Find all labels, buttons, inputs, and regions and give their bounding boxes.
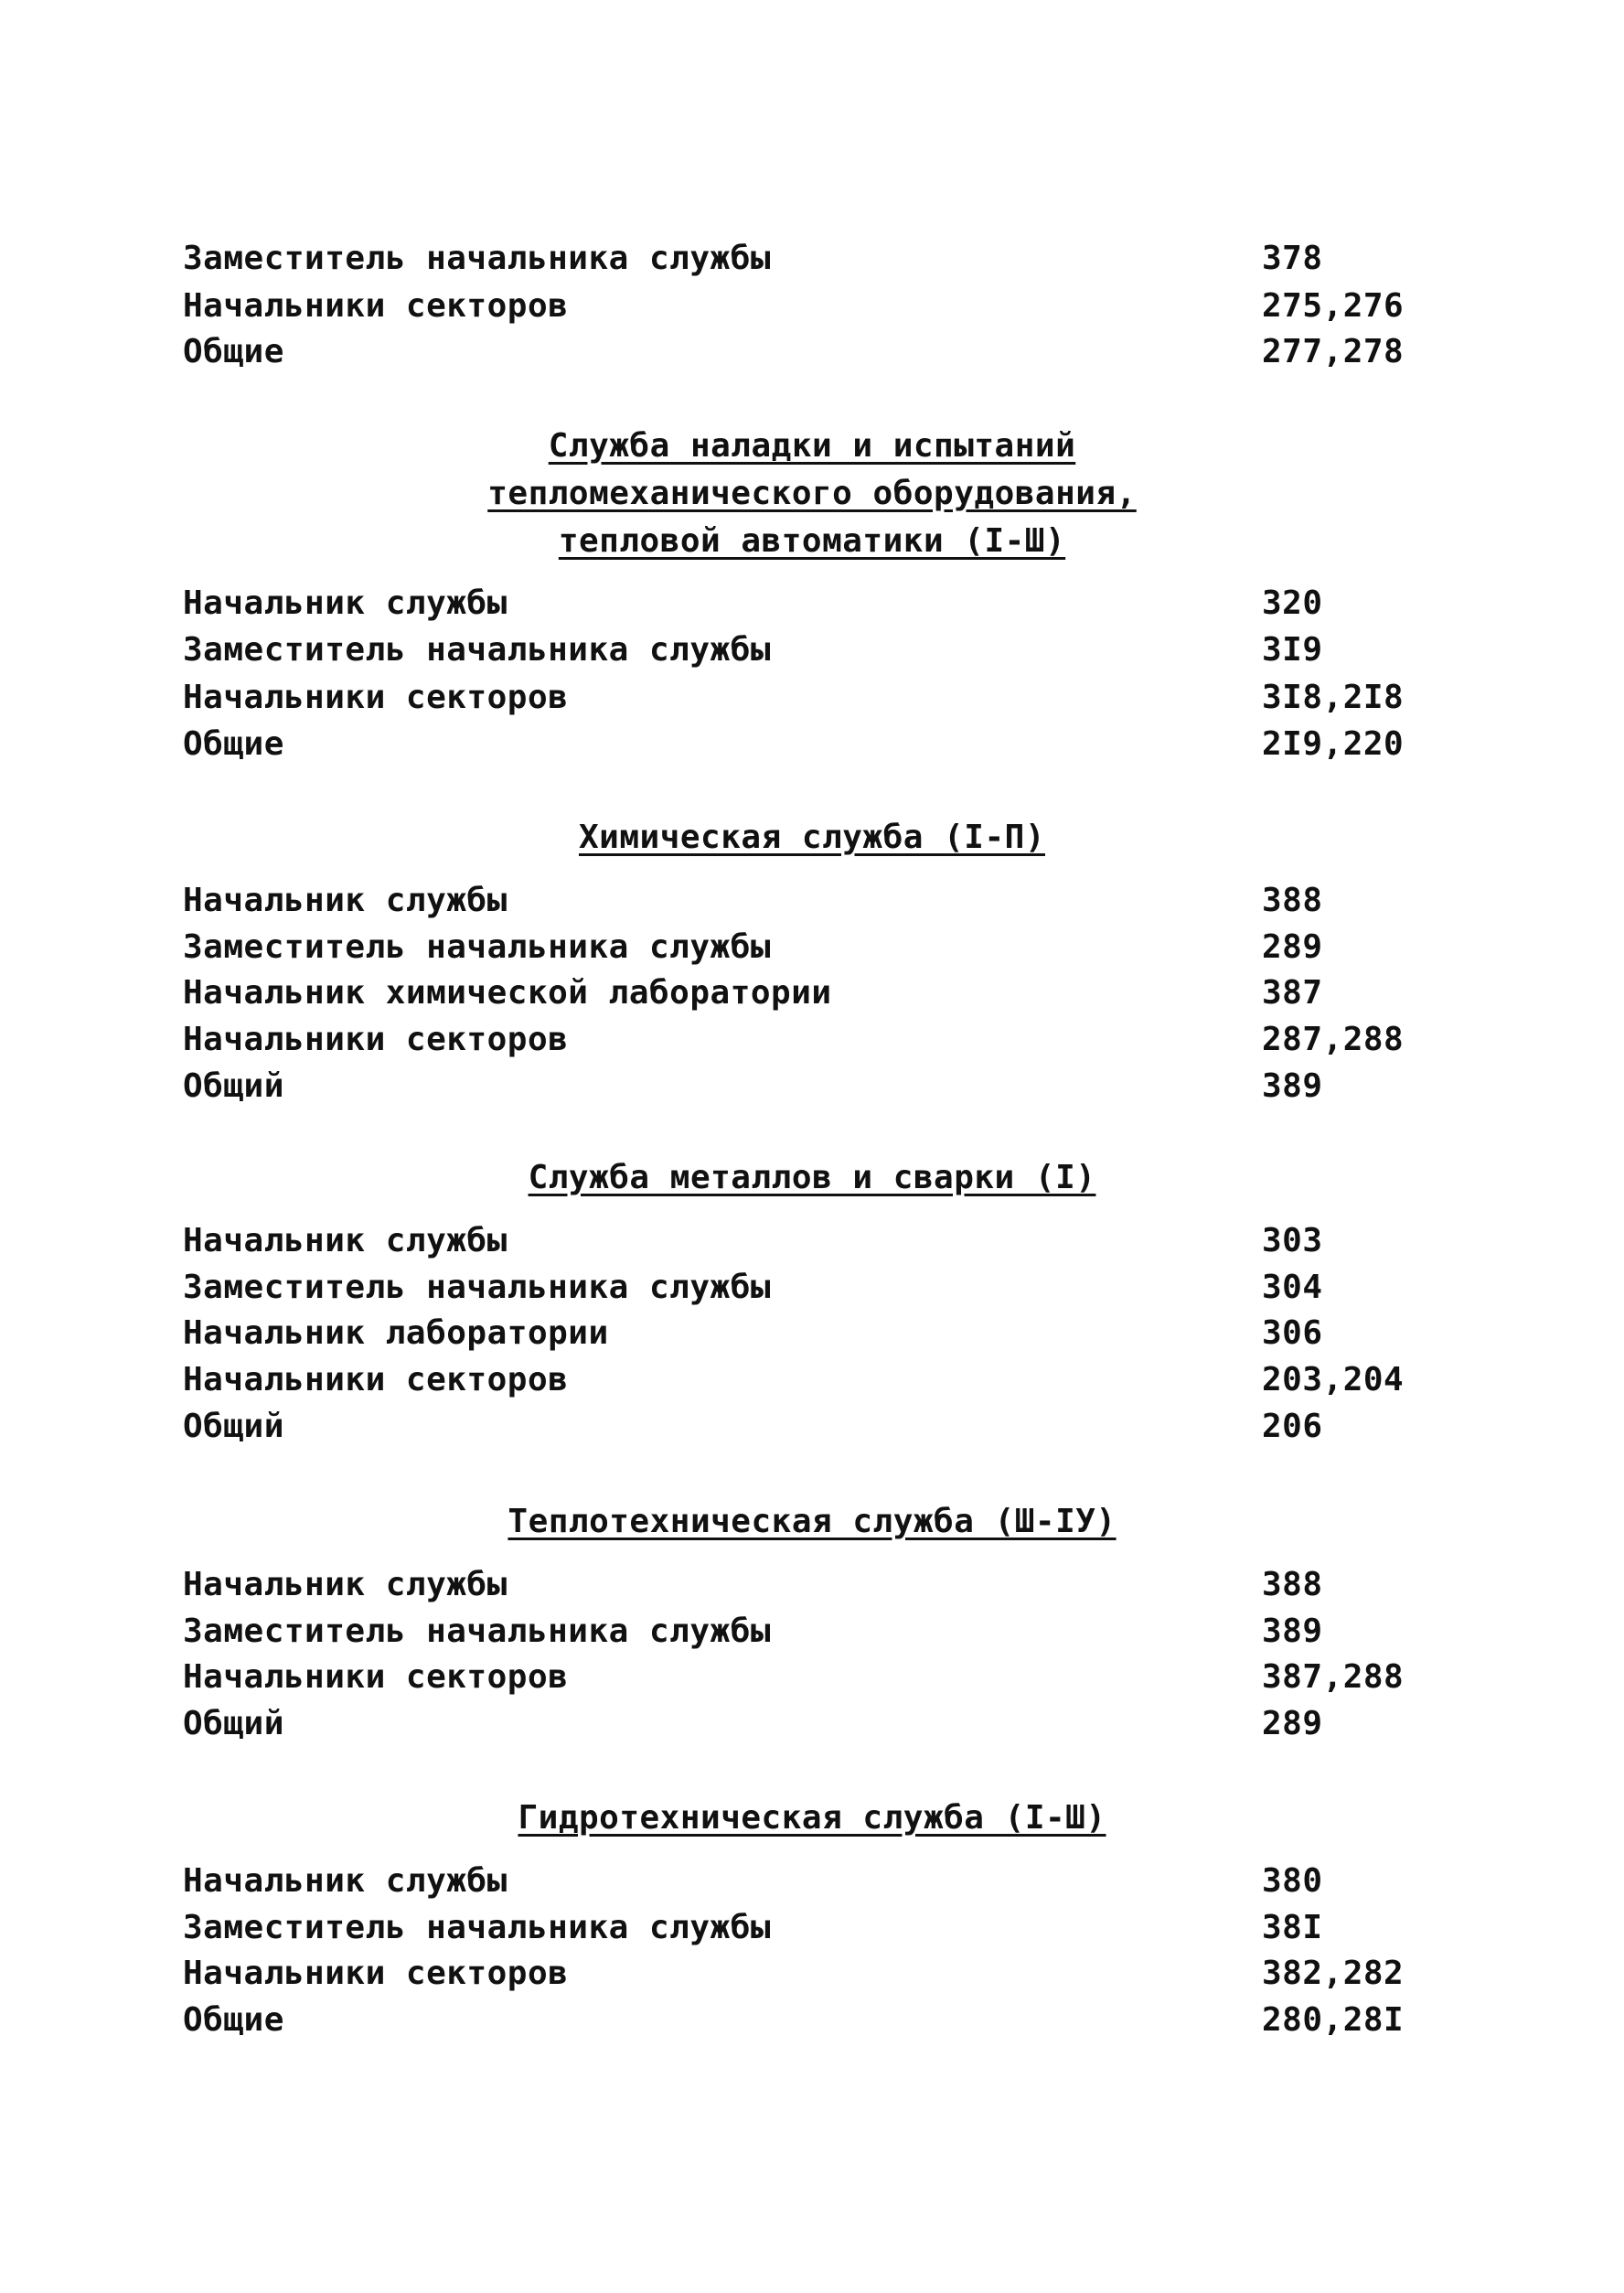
row-value: 388	[1262, 882, 1323, 919]
list-row	[183, 284, 1408, 329]
row-label: Начальник лаборатории	[183, 1314, 609, 1352]
section-heading: тепломеханического оборудования,	[487, 475, 1137, 512]
row-value: 206	[1262, 1408, 1323, 1445]
row-label: Общий	[183, 1067, 284, 1105]
list-row	[183, 1404, 1408, 1450]
section-heading: Гидротехническая служба (I-Ш)	[518, 1799, 1106, 1837]
row-value: 275,276	[1262, 287, 1405, 325]
list-row	[183, 722, 1408, 767]
row-label: Начальник службы	[183, 1862, 508, 1900]
row-label: Начальники секторов	[183, 1361, 569, 1398]
list-row	[183, 1609, 1408, 1655]
row-label: Начальник службы	[183, 1566, 508, 1603]
row-label: Заместитель начальника службы	[183, 240, 772, 277]
row-value: 289	[1262, 928, 1323, 966]
row-label: Общие	[183, 725, 284, 763]
row-label: Заместитель начальника службы	[183, 928, 772, 966]
row-label: Начальник химической лаборатории	[183, 974, 832, 1012]
row-value: 388	[1262, 1566, 1323, 1603]
row-value: 277,278	[1262, 333, 1405, 370]
row-value: 380	[1262, 1862, 1323, 1900]
list-row	[183, 329, 1408, 375]
section-heading: Теплотехническая служба (Ш-IУ)	[508, 1503, 1116, 1540]
section-heading: Служба наладки и испытаний	[548, 427, 1076, 465]
row-label: Общий	[183, 1408, 284, 1445]
row-label: Начальник службы	[183, 584, 508, 622]
row-label: Начальники секторов	[183, 287, 569, 325]
row-value: 303	[1262, 1222, 1323, 1259]
row-value: 3I9	[1262, 631, 1323, 669]
list-row	[183, 1357, 1408, 1403]
section-heading: Служба металлов и сварки (I)	[528, 1159, 1096, 1196]
list-row	[183, 1562, 1408, 1608]
section-heading: тепловой автоматики (I-Ш)	[558, 522, 1066, 560]
section-heading: Химическая служба (I-П)	[579, 819, 1045, 856]
list-row	[183, 675, 1408, 721]
list-row	[183, 236, 1408, 282]
list-row	[183, 1265, 1408, 1311]
row-value: 289	[1262, 1705, 1323, 1742]
row-label: Общие	[183, 2001, 284, 2039]
row-label: Заместитель начальника службы	[183, 1269, 772, 1306]
row-label: Заместитель начальника службы	[183, 631, 772, 669]
list-row	[183, 1701, 1408, 1747]
row-label: Заместитель начальника службы	[183, 1909, 772, 1946]
row-value: 389	[1262, 1067, 1323, 1105]
list-row	[183, 1951, 1408, 1997]
row-value: 203,204	[1262, 1361, 1405, 1398]
row-label: Начальники секторов	[183, 1955, 569, 1992]
list-row	[183, 970, 1408, 1016]
row-value: 320	[1262, 584, 1323, 622]
list-row	[183, 878, 1408, 924]
row-label: Начальники секторов	[183, 679, 569, 716]
list-row	[183, 1998, 1408, 2043]
row-value: 280,28I	[1262, 2001, 1405, 2039]
list-row	[183, 1655, 1408, 1700]
row-value: 38I	[1262, 1909, 1323, 1946]
row-label: Общий	[183, 1705, 284, 1742]
row-label: Начальник службы	[183, 882, 508, 919]
list-row	[183, 1905, 1408, 1951]
row-label: Начальник службы	[183, 1222, 508, 1259]
row-value: 3I8,2I8	[1262, 679, 1405, 716]
list-row	[183, 925, 1408, 970]
row-value: 287,288	[1262, 1021, 1405, 1058]
list-row	[183, 1311, 1408, 1356]
row-label: Общие	[183, 333, 284, 370]
row-value: 389	[1262, 1613, 1323, 1650]
row-value: 378	[1262, 240, 1323, 277]
row-value: 387,288	[1262, 1658, 1405, 1696]
list-row	[183, 1064, 1408, 1109]
list-row	[183, 627, 1408, 673]
list-row	[183, 1859, 1408, 1904]
row-value: 304	[1262, 1269, 1323, 1306]
row-label: Заместитель начальника службы	[183, 1613, 772, 1650]
row-value: 387	[1262, 974, 1323, 1012]
list-row	[183, 1017, 1408, 1063]
row-value: 2I9,220	[1262, 725, 1405, 763]
row-value: 306	[1262, 1314, 1323, 1352]
row-label: Начальники секторов	[183, 1021, 569, 1058]
list-row	[183, 1218, 1408, 1264]
row-label: Начальники секторов	[183, 1658, 569, 1696]
list-row	[183, 581, 1408, 627]
row-value: 382,282	[1262, 1955, 1405, 1992]
